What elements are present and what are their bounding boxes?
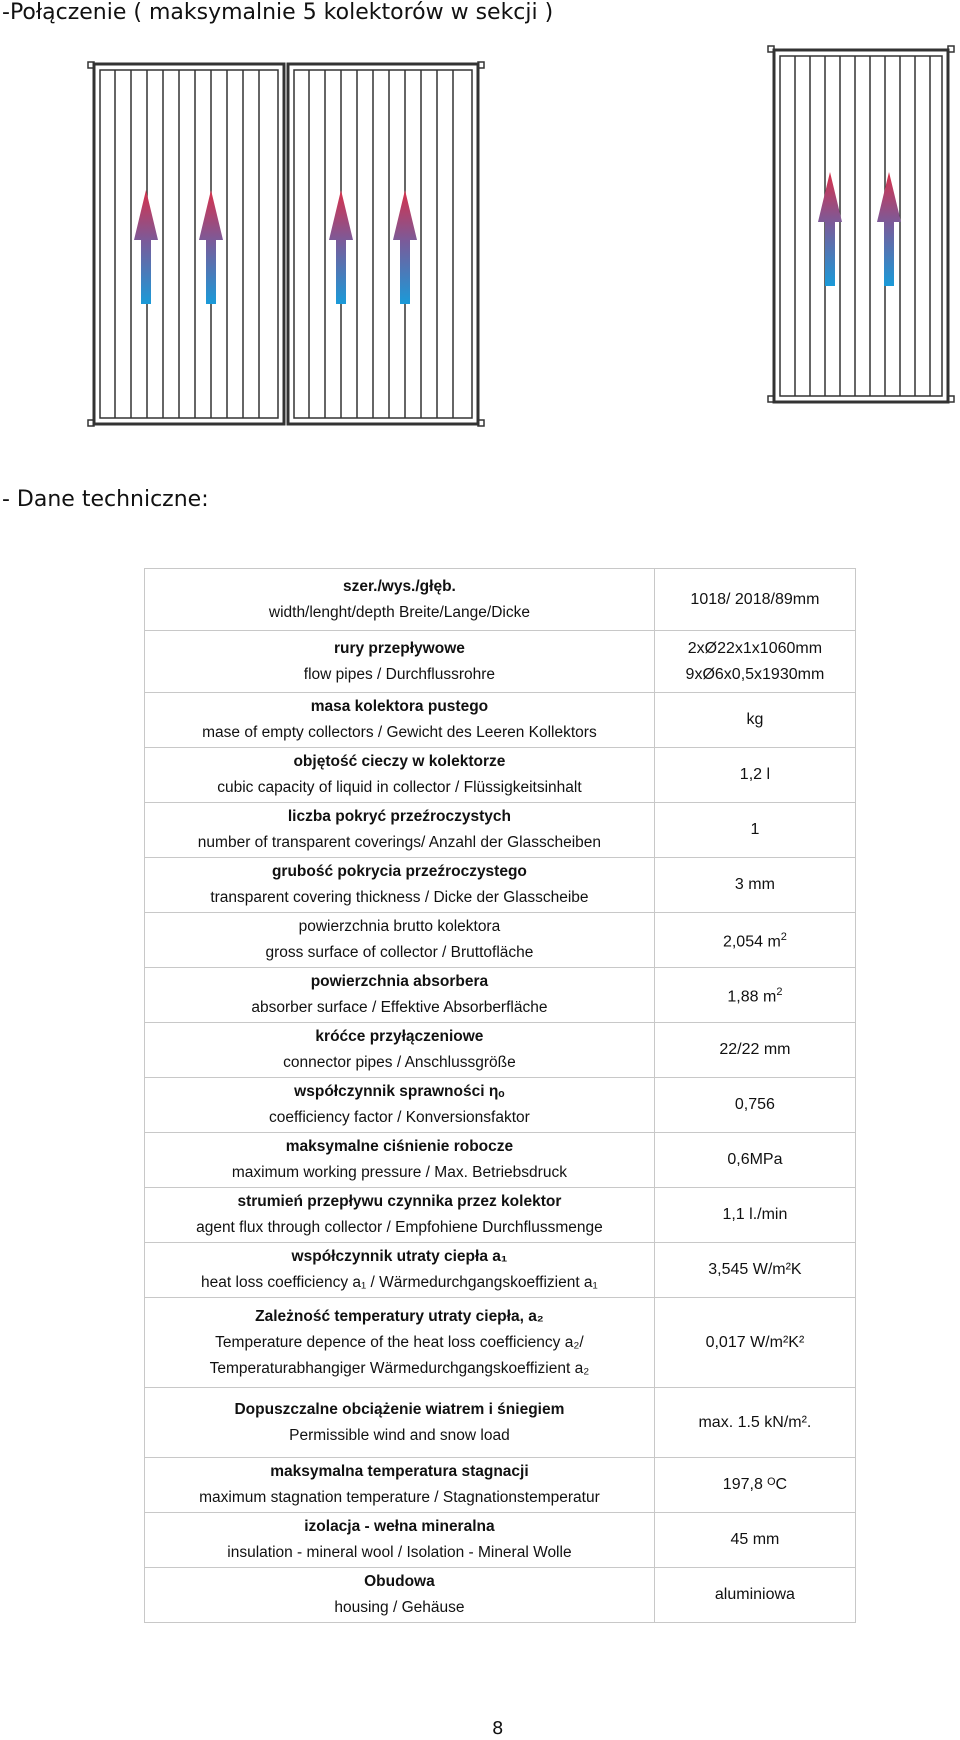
spec-value xyxy=(654,748,855,803)
spec-row xyxy=(145,1023,856,1078)
spec-label-pl: Zależność temperatury utraty ciepła, a₂ xyxy=(255,1307,544,1325)
spec-value-text: 3 mm xyxy=(734,876,775,893)
spec-row xyxy=(145,1243,856,1298)
spec-value-text-2: 9xØ6x0,5x1930mm xyxy=(685,665,825,683)
spec-label-en: agent flux through collector / Empfohiene Durchflussmenge xyxy=(196,1219,603,1236)
spec-value xyxy=(654,1243,855,1298)
spec-description xyxy=(145,1188,655,1243)
spec-row xyxy=(145,968,856,1023)
spec-value xyxy=(654,631,855,693)
spec-value-text: 0,756 xyxy=(734,1096,775,1113)
spec-label-en: coefficiency factor / Konversionsfaktor xyxy=(269,1109,530,1126)
spec-value xyxy=(654,1133,855,1188)
spec-description xyxy=(145,1513,655,1568)
spec-value-text: max. 1.5 kN/m². xyxy=(698,1413,812,1431)
spec-label-pl: króćce przyłączeniowe xyxy=(315,1028,484,1045)
spec-label-en: transparent covering thickness / Dicke der Glasscheibe xyxy=(210,889,589,906)
technical-data-heading: - Dane techniczne: xyxy=(2,487,209,512)
spec-row xyxy=(145,748,856,803)
spec-value xyxy=(654,693,855,748)
spec-description xyxy=(145,748,655,803)
spec-label-pl: grubość pokrycia przeźroczystego xyxy=(271,863,527,880)
spec-label-en: number of transparent coverings/ Anzahl der Glasscheiben xyxy=(197,834,602,851)
spec-description xyxy=(145,693,655,748)
spec-row xyxy=(145,803,856,858)
spec-label-pl: liczba pokryć przeźroczystych xyxy=(287,808,511,825)
spec-description xyxy=(145,858,655,913)
spec-row xyxy=(145,569,856,631)
spec-description xyxy=(145,631,655,693)
spec-value xyxy=(654,1388,855,1458)
spec-label-pl: współczynnik utraty ciepła a₁ xyxy=(291,1248,508,1265)
spec-description xyxy=(145,1388,655,1458)
technical-specs-table xyxy=(144,568,856,1623)
spec-value xyxy=(654,968,855,1023)
spec-label-pl: współczynnik sprawności ηₒ xyxy=(294,1083,505,1100)
spec-description xyxy=(145,968,655,1023)
spec-label-pl: strumień przepływu czynnika przez kolektor xyxy=(237,1193,562,1210)
spec-value-text: 22/22 mm xyxy=(719,1041,791,1058)
spec-value xyxy=(654,1023,855,1078)
spec-label-en: Temperature depence of the heat loss coefficiency a₂/ Temperaturabhangiger Wärmedurchgangskoeffizient a₂ xyxy=(209,1333,590,1377)
spec-label-en: mase of empty collectors / Gewicht des Leeren Kollektors xyxy=(202,724,597,741)
spec-row xyxy=(145,693,856,748)
spec-row xyxy=(145,1458,856,1513)
spec-label-pl: rury przepływowe xyxy=(333,639,465,657)
spec-label-en: maximum working pressure / Max. Betriebsdruck xyxy=(231,1164,567,1181)
spec-row xyxy=(145,1568,856,1623)
spec-value-text: 3,545 W/m²K xyxy=(708,1261,802,1278)
spec-value xyxy=(654,803,855,858)
spec-value-text: 197,8 ᴼC xyxy=(722,1476,788,1493)
connection-heading: -Połączenie ( maksymalnie 5 kolektorów w sekcji ) xyxy=(2,0,554,25)
collector-right xyxy=(768,46,954,402)
spec-label-en: heat loss coefficiency a₁ / Wärmedurchgangskoeffizient a₁ xyxy=(201,1274,598,1291)
spec-label-en: cubic capacity of liquid in collector / Flüssigkeitsinhalt xyxy=(217,779,582,796)
spec-row xyxy=(145,1078,856,1133)
spec-description xyxy=(145,1458,655,1513)
spec-value xyxy=(654,1568,855,1623)
spec-value xyxy=(654,1188,855,1243)
flow-arrow-icon xyxy=(393,190,417,304)
spec-value-text: 1,2 l xyxy=(739,766,771,783)
spec-label-pl: maksymalna temperatura stagnacji xyxy=(270,1463,529,1480)
flow-arrow-icon xyxy=(329,190,353,304)
spec-label-pl: Dopuszczalne obciążenie wiatrem i śniegiem xyxy=(234,1400,565,1418)
collector-left-1 xyxy=(88,62,284,426)
collector-left-2 xyxy=(288,62,484,426)
spec-description xyxy=(145,569,655,631)
page-number: 8 xyxy=(492,1718,504,1739)
flow-arrow-icon xyxy=(199,190,223,304)
spec-label-en: gross surface of collector / Bruttofläche xyxy=(265,944,534,961)
collectors-diagram xyxy=(0,40,960,440)
spec-value xyxy=(654,858,855,913)
spec-row xyxy=(145,631,856,693)
spec-row xyxy=(145,1388,856,1458)
spec-value-text: 45 mm xyxy=(730,1531,780,1548)
spec-description xyxy=(145,1023,655,1078)
spec-label-pl: objętość cieczy w kolektorze xyxy=(293,753,506,770)
flow-arrow-icon xyxy=(877,172,901,286)
spec-label-pl: powierzchnia brutto kolektora xyxy=(298,918,501,935)
spec-description xyxy=(145,1243,655,1298)
spec-label-en: maximum stagnation temperature / Stagnationstemperatur xyxy=(199,1489,600,1506)
flow-arrows-right xyxy=(818,172,901,286)
spec-row xyxy=(145,1133,856,1188)
spec-description xyxy=(145,913,655,968)
spec-row xyxy=(145,1298,856,1388)
spec-value-text: 1018/ 2018/89mm xyxy=(690,590,820,608)
spec-value-text: 2xØ22x1x1060mm xyxy=(687,639,823,657)
flow-arrow-icon xyxy=(818,172,842,286)
spec-value-text: 1 xyxy=(750,821,760,838)
spec-label-en: Permissible wind and snow load xyxy=(289,1426,510,1444)
spec-value xyxy=(654,1078,855,1133)
spec-value xyxy=(654,1298,855,1388)
spec-label-en: insulation - mineral wool / Isolation - Mineral Wolle xyxy=(227,1544,572,1561)
spec-value-text: aluminiowa xyxy=(714,1586,795,1603)
spec-value-text: 0,6MPa xyxy=(727,1151,783,1168)
spec-value xyxy=(654,1513,855,1568)
spec-label-pl: masa kolektora pustego xyxy=(310,698,489,715)
spec-value-superscript: 2 xyxy=(776,986,783,999)
spec-description xyxy=(145,803,655,858)
spec-description xyxy=(145,1133,655,1188)
spec-label-en: absorber surface / Effektive Absorberfläche xyxy=(251,999,548,1016)
spec-description xyxy=(145,1078,655,1133)
spec-row xyxy=(145,1188,856,1243)
spec-value xyxy=(654,913,855,968)
spec-value-superscript: 2 xyxy=(780,931,787,944)
spec-label-pl: powierzchnia absorbera xyxy=(310,973,489,990)
spec-row xyxy=(145,913,856,968)
spec-label-pl: izolacja - wełna mineralna xyxy=(304,1518,495,1535)
spec-label-en: flow pipes / Durchflussrohre xyxy=(303,665,496,683)
flow-arrows-left xyxy=(134,190,417,304)
spec-label-pl: maksymalne ciśnienie robocze xyxy=(285,1138,514,1155)
spec-description xyxy=(145,1568,655,1623)
flow-arrow-icon xyxy=(134,190,158,304)
spec-label-en: housing / Gehäuse xyxy=(334,1599,465,1616)
spec-value-text: 2,054 m xyxy=(722,933,781,951)
spec-value-text: kg xyxy=(746,711,764,728)
spec-value-text: 1,1 l./min xyxy=(722,1206,788,1223)
spec-row xyxy=(145,1513,856,1568)
spec-value xyxy=(654,569,855,631)
spec-label-en: connector pipes / Anschlussgröße xyxy=(283,1054,516,1071)
spec-value-text: 1,88 m xyxy=(727,988,777,1006)
spec-value xyxy=(654,1458,855,1513)
spec-value-text: 0,017 W/m²K² xyxy=(705,1333,805,1351)
spec-description xyxy=(145,1298,655,1388)
spec-row xyxy=(145,858,856,913)
spec-label-pl: Obudowa xyxy=(364,1573,435,1590)
spec-label-en: width/lenght/depth Breite/Lange/Dicke xyxy=(268,603,530,621)
spec-label-pl: szer./wys./głęb. xyxy=(342,577,456,595)
